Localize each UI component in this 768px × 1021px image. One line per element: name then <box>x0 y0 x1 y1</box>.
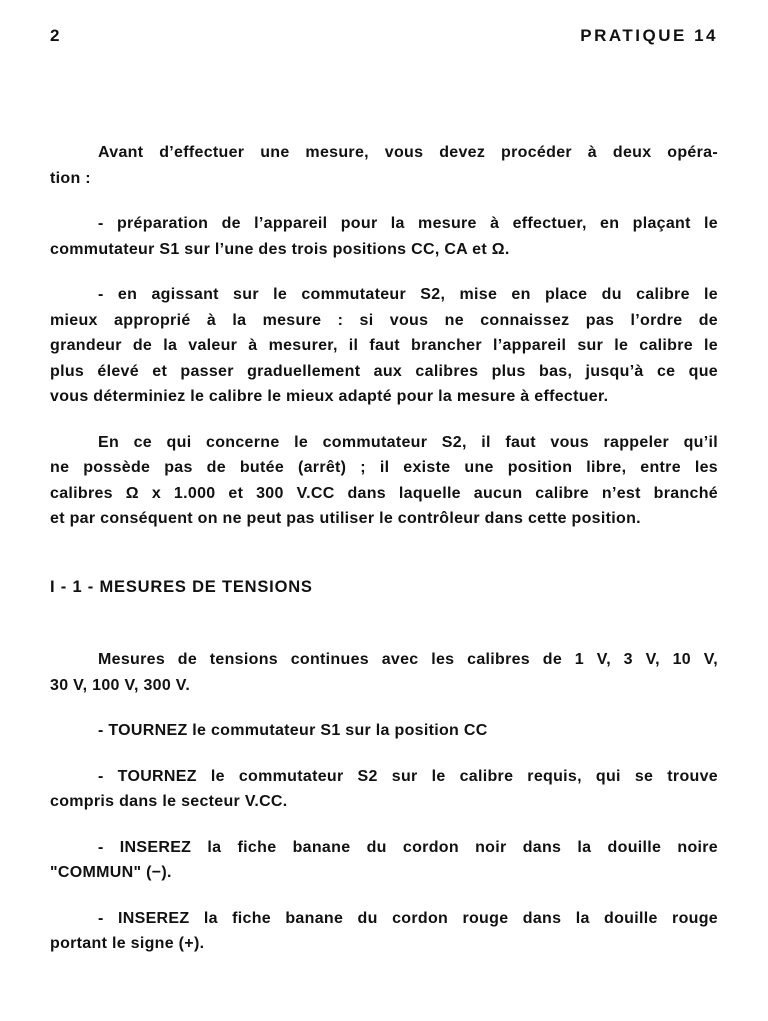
page-header <box>50 0 718 46</box>
section-heading: I - 1 - MESURES DE TENSIONS <box>50 577 313 596</box>
text-line: - TOURNEZ le commutateur S2 sur le calibre requis, qui se trouve <box>98 767 718 785</box>
paragraph-commutateur-s2 <box>50 430 718 532</box>
text-line: En ce qui concerne le commutateur S2, il faut vous rappeler qu’il <box>98 433 718 451</box>
text-line: vous déterminiez le calibre le mieux adapté pour la mesure à effectuer. <box>50 388 609 405</box>
text-line: 30 V, 100 V, 300 V. <box>50 676 191 694</box>
text-line: et par conséquent on ne peut pas utiliser le contrôleur dans cette position. <box>50 510 641 527</box>
text-line: - INSEREZ la fiche banane du cordon noir dans la douille noire <box>98 838 718 856</box>
text-line: "COMMUN" (−). <box>50 864 172 881</box>
paragraph-mesures-tensions <box>50 647 718 698</box>
text-line: Avant d’effectuer une mesure, vous devez procéder à deux opéra- <box>98 144 718 161</box>
text-line: Mesures de tensions continues avec les calibres de 1 V, 3 V, 10 V, <box>98 651 718 668</box>
text-line: portant le signe (+). <box>50 935 205 952</box>
text-line: ne possède pas de butée (arrêt) ; il existe une position libre, entre les <box>50 459 718 476</box>
text-line: - préparation de l’appareil pour la mesure à effectuer, en plaçant le <box>98 215 718 232</box>
text-line: compris dans le secteur V.CC. <box>50 793 288 810</box>
text-line: plus élevé et passer graduellement aux calibres plus bas, jusqu’à ce que <box>50 362 718 380</box>
text-line: - INSEREZ la fiche banane du cordon rouge dans la douille rouge <box>98 909 718 927</box>
paragraph-tournez-s2 <box>50 764 718 815</box>
text-line: mieux approprié à la mesure : si vous ne connaissez pas l’ordre de <box>50 311 718 329</box>
paragraph-intro <box>50 140 718 191</box>
text-line: - en agissant sur le commutateur S2, mise en place du calibre le <box>98 286 718 303</box>
paragraph-tournez-s1 <box>50 718 718 744</box>
paragraph-calibre <box>50 282 718 410</box>
text-line: calibres Ω x 1.000 et 300 V.CC dans laquelle aucun calibre n’est branché <box>50 484 718 502</box>
text-line: - TOURNEZ le commutateur S1 sur la position CC <box>98 722 488 739</box>
text-line: commutateur S1 sur l’une des trois positions CC, CA et Ω. <box>50 240 510 258</box>
text-line: grandeur de la valeur à mesurer, il faut brancher l’appareil sur le calibre le <box>50 337 718 354</box>
page-body <box>50 140 718 957</box>
running-header-title: PRATIQUE 14 <box>580 26 718 45</box>
text-line: tion : <box>50 169 91 187</box>
page-number: 2 <box>50 26 60 45</box>
paragraph-preparation <box>50 211 718 262</box>
paragraph-inserez-rouge <box>50 906 718 957</box>
paragraph-inserez-noir <box>50 835 718 886</box>
